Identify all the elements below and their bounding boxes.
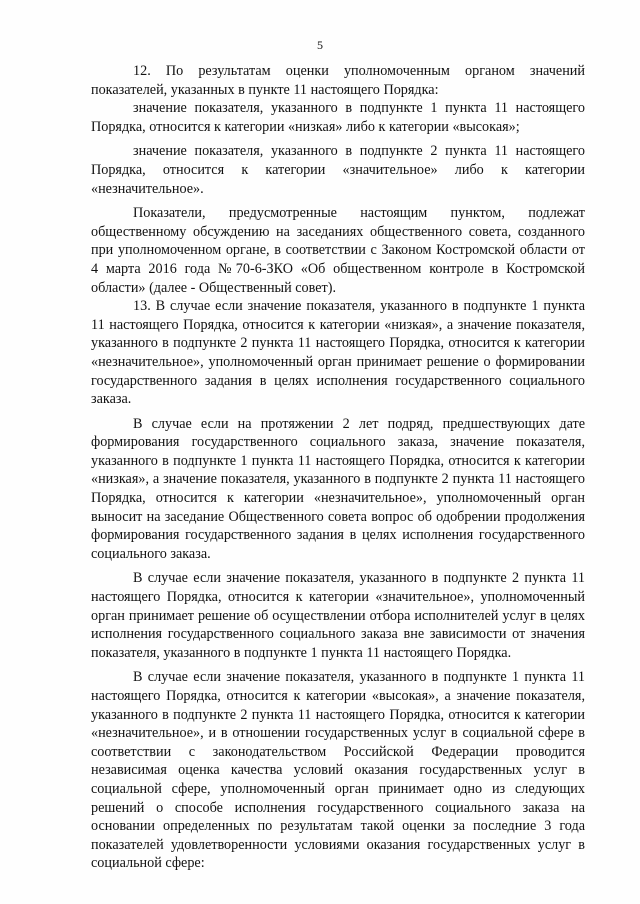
paragraph-significant-selection: В случае если значение показателя, указанного в подпункте 2 пункта 11 настоящего Порядка, относится к категории «значительное», уполномоченный орган принимает решение об осуществлении отбора исполнителей услуг в целях исполнения государственного социального заказа вне зависимости от значения показателя, указанного в подпункте 1 пункта 11 настоящего Порядка. xyxy=(91,570,585,661)
paragraph-indicator-2-category: значение показателя, указанного в подпункте 2 пункта 11 настоящего Порядка, относится к категории «значительное» либо к категории «незначительное». xyxy=(91,143,585,197)
document-body xyxy=(91,62,585,873)
paragraph-high-independent-assessment: В случае если значение показателя, указанного в подпункте 1 пункта 11 настоящего Порядка, относится к категории «высокая», а значение показателя, указанного в подпункте 2 пункта 11 настоящего Порядка, относится к категории «незначительное», и в отношении государственных услуг в социальной сфере в соответствии с законодательством Российской Федерации проводится независимая оценка качества условий оказания государственных услуг в социальной сфере, уполномоченный орган принимает одно из следующих решений о способе исполнения государственного социального заказа на основании определенных по результатам такой оценки за последние 3 года показателей удовлетворенности условиями оказания государственных услуг в социальной сфере: xyxy=(91,669,585,872)
paragraph-public-discussion: Показатели, предусмотренные настоящим пунктом, подлежат общественному обсуждению на заседаниях общественного совета, созданного при уполномоченном органе, в соответствии с Законом Костромской области от 4 марта 2016 года №70-6-ЗКО «Об общественном контроле в Костромской области» (далее - Общественный совет). xyxy=(91,205,585,296)
paragraph-indicator-1-category: значение показателя, указанного в подпункте 1 пункта 11 настоящего Порядка, относится к категории «низкая» либо к категории «высокая»; xyxy=(91,100,585,135)
paragraph-two-years-approval: В случае если на протяжении 2 лет подряд, предшествующих дате формирования государственного социального заказа, значение показателя, указанного в подпункте 1 пункта 11 настоящего Порядка, относится к категории «низкая», а значение показателя, указанного в подпункте 2 пункта 11 настоящего Порядка, относится к категории «незначительное», уполномоченный орган выносит на заседание Общественного совета вопрос об одобрении продолжения формирования государственного задания в целях исполнения государственного социального заказа. xyxy=(91,415,585,562)
paragraph-13-state-assignment: 13. В случае если значение показателя, указанного в подпункте 1 пункта 11 настоящего Порядка, относится к категории «низкая», а значение показателя, указанного в подпункте 2 пункта 11 настоящего Порядка, относится к категории «незначительное», уполномоченный орган принимает решение о формировании государственного задания в целях исполнения государственного социального заказа. xyxy=(91,298,585,408)
page-number: 5 xyxy=(317,38,323,52)
paragraph-12-intro: 12. По результатам оценки уполномоченным органом значений показателей, указанных в пункте 11 настоящего Порядка: xyxy=(91,63,585,98)
